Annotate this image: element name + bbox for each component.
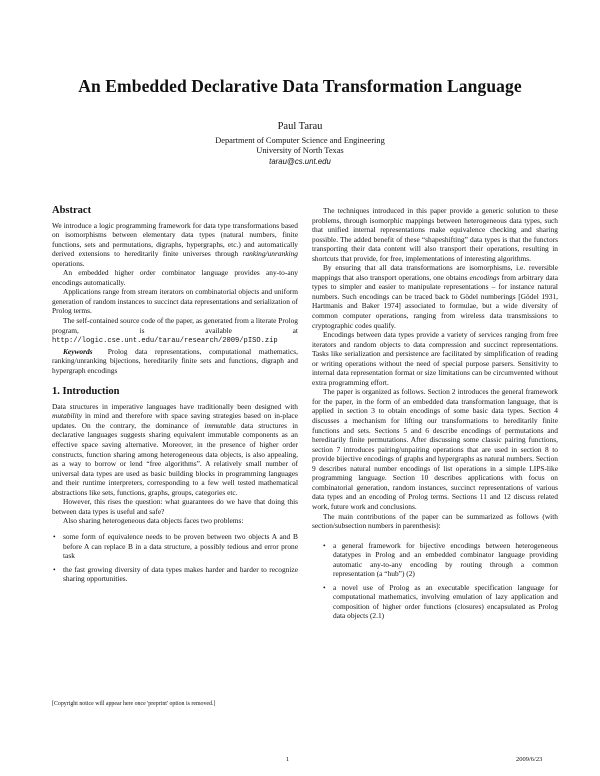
abstract-paragraph — [52, 316, 298, 347]
keywords-text: Prolog data representations, computational mathematics, ranking/unranking bijections, hereditarily finite sets and functions, digraph and hypergraph encodings — [52, 346, 298, 375]
keywords-label: Keywords — [63, 346, 93, 356]
body-paragraph: Encodings between data types provide a variety of services ranging from free iterators and random objects to data compression and succinct representations. Tasks like serialization and persistence are facilitated by simplification of reading or writing operations without the need of special purpose parsers. Sensitivity to internal data representation format or size limitations can be circumvented without extra programming effort. — [312, 330, 558, 387]
list-item — [52, 565, 298, 584]
body-paragraph: The main contributions of the paper can be summarized as follows (with section/subsection numbers in parenthesis): — [312, 511, 558, 531]
university: University of North Texas — [256, 146, 344, 156]
list-item-text: a general framework for bijective encodings between heterogeneous datatypes in Prolog and an embedded combinator language providing automatic any-to-any encoding by routing through a common representation (a “hub”) (2) — [333, 540, 558, 579]
intro-heading: 1. Introduction — [52, 386, 120, 398]
abstract-paragraph: Applications range from stream iterators on combinatorial objects and uniform generation of random instances to succinct data representations and serialization of Prolog terms. — [52, 287, 298, 316]
page-number: 1 — [286, 756, 290, 763]
list-item-text: a novel use of Prolog as an executable specification language for computational mathematics, involving emulation of lazy application and composition of higher order functions (closures) encapsulated as Prolog data objects (2.1) — [333, 582, 558, 621]
intro-paragraph: Also sharing heterogeneous data objects faces two problems: — [63, 516, 244, 526]
list-item — [52, 532, 298, 561]
list-item-text: some form of equivalence needs to be proven between two objects A and B before A can replace B in a data structure, a possibly tedious and error prone task — [63, 531, 298, 561]
source-code-link[interactable]: http://logic.cse.unt.edu/tarau/research/2009/pISO.zip — [52, 337, 278, 346]
body-paragraph: The techniques introduced in this paper provide a generic solution to these problems, through isomorphic mappings between heterogeneous data types, such that unified internal representations make equivalence checking and sharing possible. The added benefit of these “shapeshifting” data types is that the functors transporting their data content will also transport their operations, resulting in shortcuts that provide, for free, implementations of interesting algorithms. — [312, 206, 558, 263]
intro-paragraph: However, this rises the question: what guarantees do we have that doing this between data types is useful and safe? — [52, 497, 298, 516]
body-paragraph: By ensuring that all data transformations are isomorphisms, i.e. reversible mappings that also transport operations, one obtains encodings from arbitrary data types to simpler and easier to manipulate representations – for instance natural numbers. Such encodings can be traced back to Gödel numberings [Gödel 1931, Hartmanis and Baker 1974] associated to formulae, but a wide diversity of common computer operations, ranging from wireless data transmissions to cryptographic codes qualify. — [312, 263, 558, 330]
bullet-icon: • — [53, 531, 56, 541]
bullet-icon: • — [323, 582, 326, 592]
department: Department of Computer Science and Engineering — [215, 136, 385, 145]
author-name: Paul Tarau — [277, 121, 323, 132]
footer-date: 2009/6/23 — [516, 756, 543, 763]
affiliation — [0, 136, 600, 167]
list-item-text: the fast growing diversity of data types makes harder and harder to recognize sharing opportunities. — [63, 564, 298, 584]
author-email[interactable]: tarau@cs.unt.edu — [269, 156, 331, 166]
body-paragraph: The paper is organized as follows. Section 2 introduces the general framework for the paper, in the form of an embedded data transformation language, that is applied in section 3 to obtain encodings of some basic data types. Section 4 discusses a mechanism for lifting our transformations to hereditarily finite functions and sets. Sections 5 and 6 describe encodings of permutations and hereditarily finite permutations. After discussing some classic pairing functions, section 7 introduces pairing/unpairing operations that are used in section 8 to provide bijective encodings of graphs and hypergraphs as natural numbers. Section 9 describes natural number encodings of list operations in a simple LIPS-like programming language. Section 10 describes applications with focus on combinatorial generation, random instances, succinct representations of various data types and an encoding of Prolog terms. Sections 11 and 12 discuss related work, future work and conclusions. — [312, 387, 558, 511]
list-item — [322, 583, 558, 621]
list-item — [322, 541, 558, 579]
intro-paragraph: Data structures in imperative languages have traditionally been designed with mutability in mind and therefore with space saving strategies based on in-place updates. On the contrary, the dominance of immutable data structures in declarative languages suggests sharing equivalent immutable components as an effective space saving alternative. Moreover, in the presence of higher order constructs, function sharing among heterogeneous data objects, is also appealing, as a way to borrow or lend “free algorithms”. A relatively small number of universal data types are used as basic building blocks in programming languages and their runtime interpreters, corresponding to a few well tested mathematical abstractions like sets, functions, graphs, groups, categories etc. — [52, 401, 298, 497]
intro-bullet-list — [52, 532, 298, 584]
bullet-icon: • — [53, 564, 56, 574]
right-column — [312, 206, 558, 734]
abstract-heading: Abstract — [52, 205, 92, 216]
contributions-list — [312, 541, 558, 621]
copyright-notice: [Copyright notice will appear here once 'preprint' option is removed.] — [52, 701, 216, 707]
abstract-paragraph: We introduce a logic programming framework for data type transformations based on isomorphisms between elementary data types (natural numbers, finite functions, sets and permutations, digraphs, hypergraphs, etc.) and automatically derived extensions to hereditarily finite universes through ranking/unranking operations. — [52, 220, 298, 268]
left-column — [52, 206, 298, 734]
keywords — [52, 347, 298, 376]
source-code-note: The self-contained source code of the paper, as generated from a literate Prolog program, is available at — [52, 316, 298, 335]
paper-title: An Embedded Declarative Data Transformation Language — [78, 76, 522, 96]
abstract-paragraph: An embedded higher order combinator language provides any-to-any encodings automatically. — [52, 268, 298, 287]
bullet-icon: • — [323, 540, 326, 550]
